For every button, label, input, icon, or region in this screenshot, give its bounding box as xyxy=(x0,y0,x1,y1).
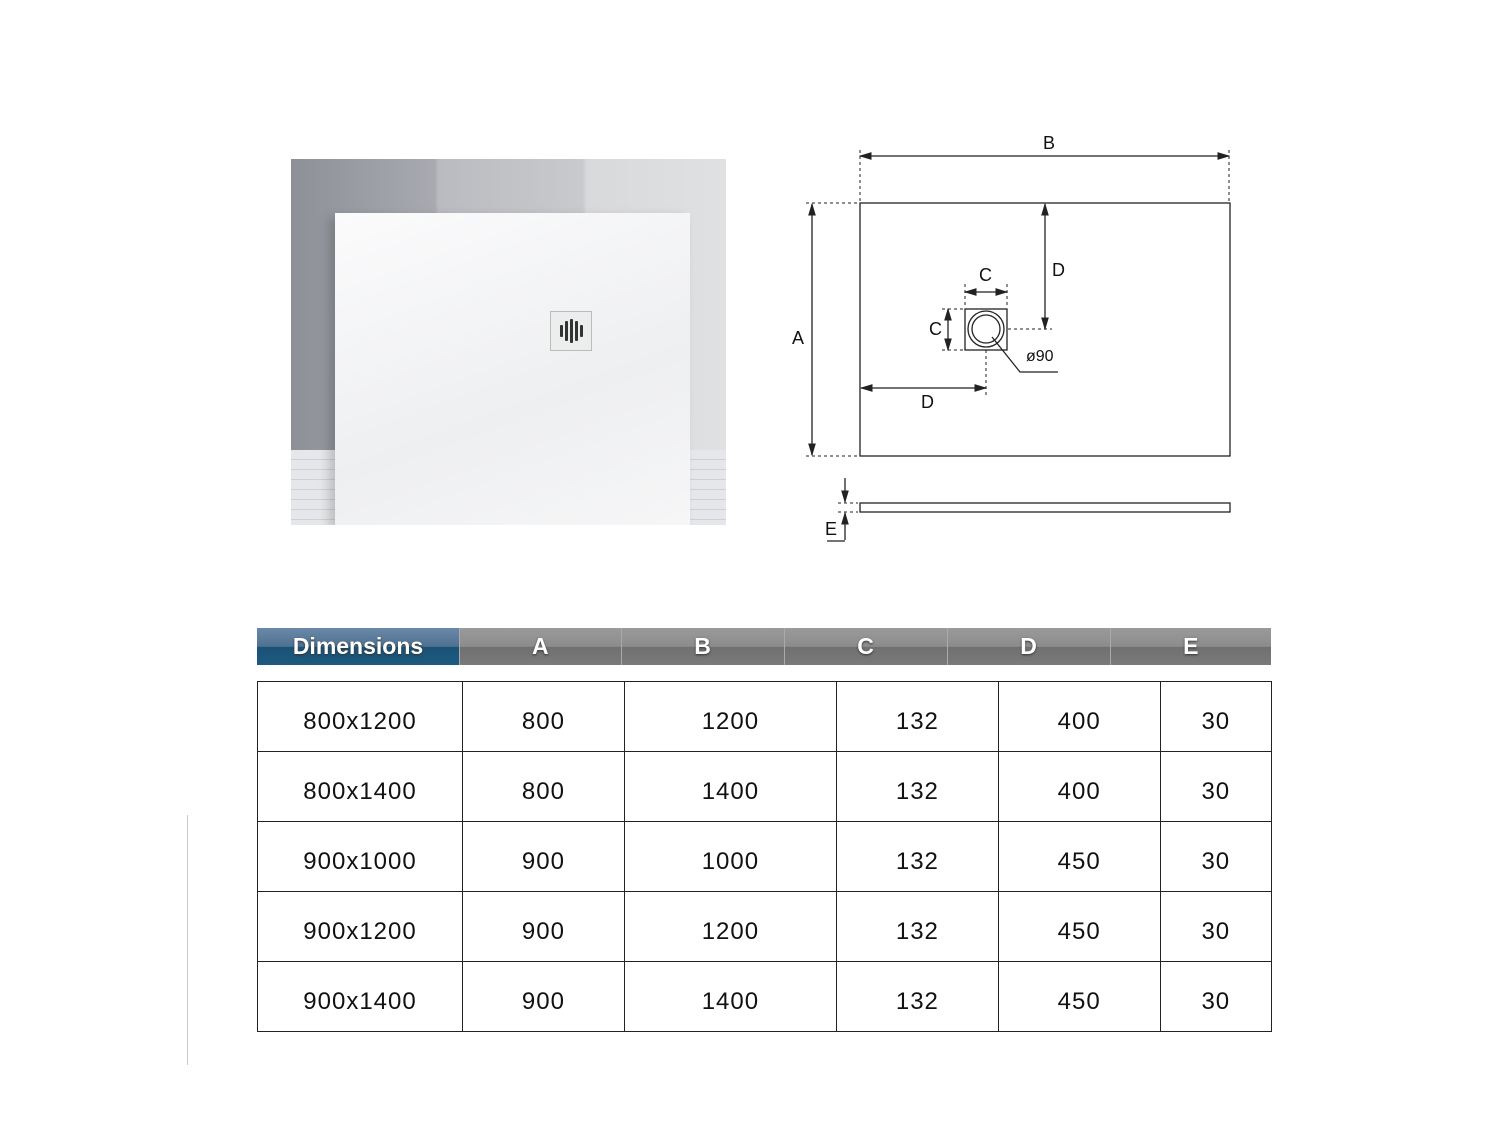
table-cell: 1000 xyxy=(624,822,836,892)
table-cell: 400 xyxy=(998,682,1160,752)
table-cell: 30 xyxy=(1160,752,1271,822)
table-cell: 900x1400 xyxy=(258,962,463,1032)
table-cell: 132 xyxy=(836,822,998,892)
table-header xyxy=(257,628,1271,665)
label-drain-diameter: ø90 xyxy=(1026,348,1054,365)
table-cell: 800 xyxy=(463,682,625,752)
table-cell: 30 xyxy=(1160,822,1271,892)
header-d: D xyxy=(947,628,1110,665)
label-b: B xyxy=(1043,133,1056,153)
table-cell: 1400 xyxy=(624,752,836,822)
table-cell: 30 xyxy=(1160,682,1271,752)
table-cell: 400 xyxy=(998,752,1160,822)
table-cell: 900x1200 xyxy=(258,892,463,962)
header-c: C xyxy=(784,628,947,665)
table-row xyxy=(258,822,1272,892)
table-cell: 132 xyxy=(836,892,998,962)
table-cell: 1400 xyxy=(624,962,836,1032)
header-dimensions: Dimensions xyxy=(257,628,459,665)
table-cell: 900 xyxy=(463,822,625,892)
label-d-top: D xyxy=(1052,260,1065,280)
label-a: A xyxy=(792,328,805,348)
table-cell: 800x1200 xyxy=(258,682,463,752)
label-c-side: C xyxy=(929,319,942,339)
tray-side-profile xyxy=(860,503,1230,512)
table-cell: 132 xyxy=(836,752,998,822)
table-cell: 900 xyxy=(463,892,625,962)
label-c-top: C xyxy=(979,265,992,285)
table-row xyxy=(258,962,1272,1032)
table-cell: 450 xyxy=(998,822,1160,892)
table-cell: 30 xyxy=(1160,962,1271,1032)
table-cell: 1200 xyxy=(624,892,836,962)
table-cell: 900 xyxy=(463,962,625,1032)
table-row xyxy=(258,892,1272,962)
label-d-left: D xyxy=(921,392,934,412)
table-row xyxy=(258,752,1272,822)
table-row xyxy=(258,682,1272,752)
header-e: E xyxy=(1110,628,1272,665)
table-cell: 132 xyxy=(836,682,998,752)
header-b: B xyxy=(621,628,784,665)
table-cell: 132 xyxy=(836,962,998,1032)
header-a: A xyxy=(459,628,621,665)
table-cell: 30 xyxy=(1160,892,1271,962)
divider xyxy=(187,815,188,1065)
table-cell: 800 xyxy=(463,752,625,822)
table-cell: 900x1000 xyxy=(258,822,463,892)
table-cell: 450 xyxy=(998,962,1160,1032)
dimensions-table xyxy=(257,681,1272,1032)
table-cell: 800x1400 xyxy=(258,752,463,822)
table-cell: 450 xyxy=(998,892,1160,962)
label-e: E xyxy=(825,519,838,539)
table-cell: 1200 xyxy=(624,682,836,752)
